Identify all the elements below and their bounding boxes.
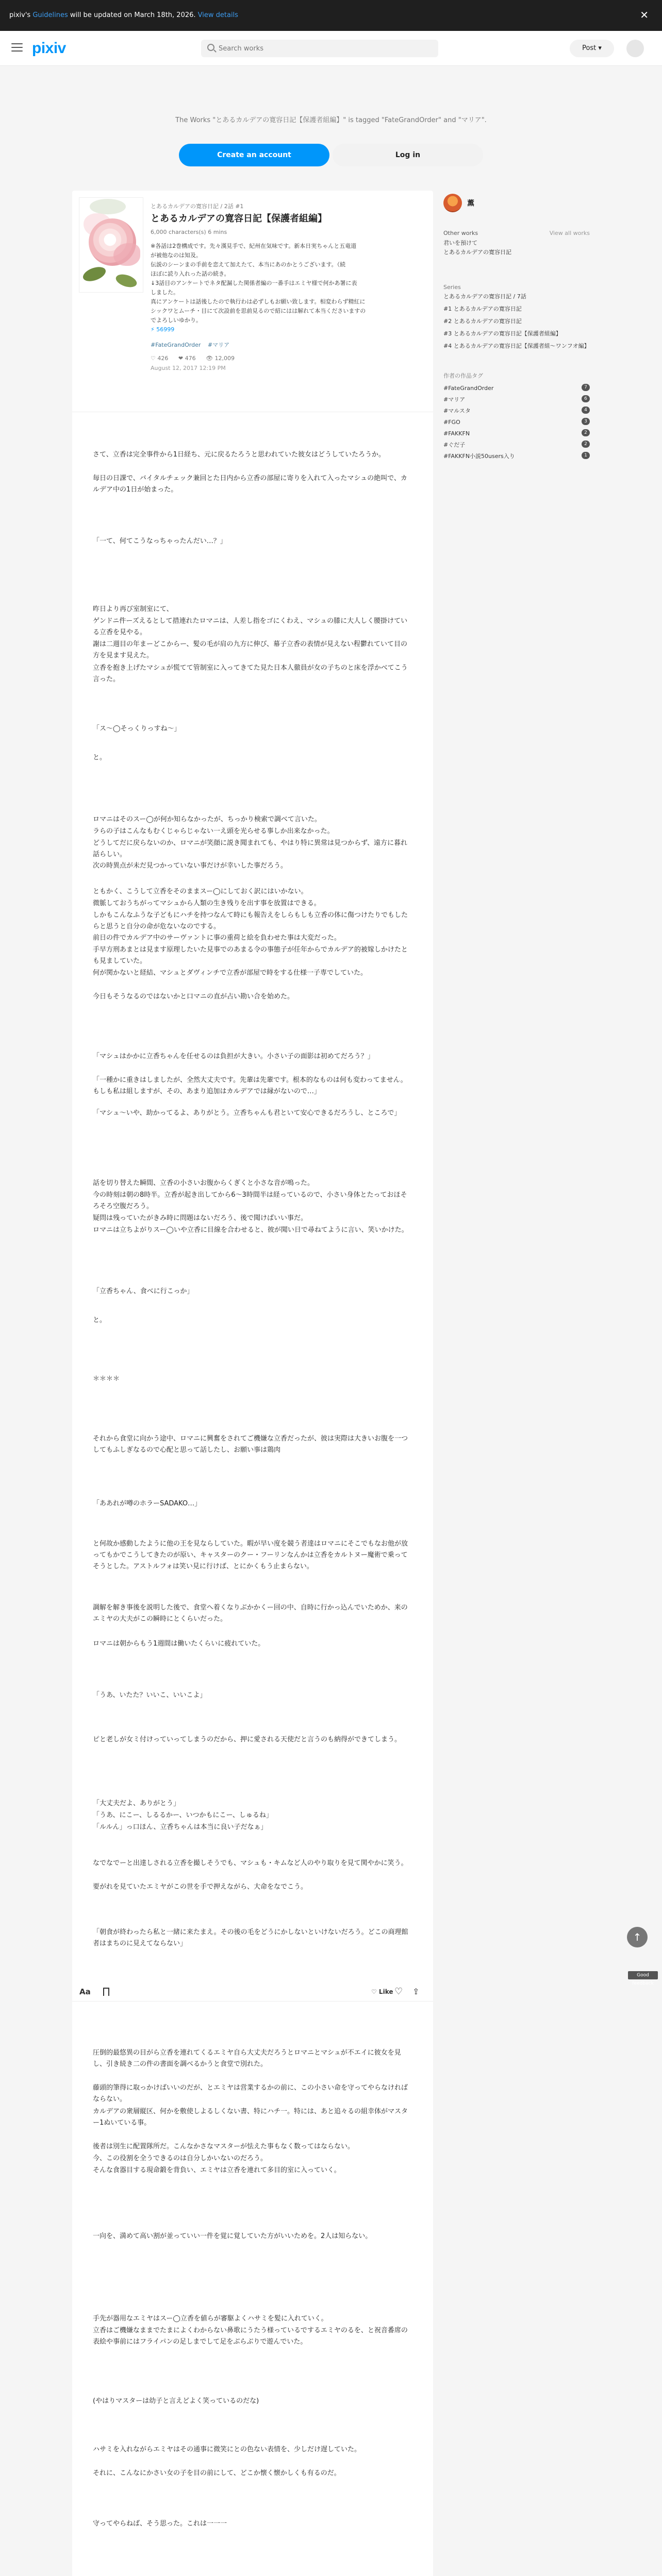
author-tag[interactable]: #FGO 3 [443, 418, 590, 427]
paragraph: 次の時異点が未だ見つかっていない事だけが幸いした事だろう。 [93, 862, 288, 870]
guidelines-link[interactable]: Guidelines [32, 11, 68, 19]
signup-prompt [0, 66, 662, 179]
author-tags-label: 作者の作品タグ [443, 372, 483, 379]
paragraph: 「ス～◯そっくりっすね～」 [93, 725, 181, 733]
paragraph: 「朝食が終わったら私と一緒に来たまえ。その後の毛をどうにかしないといけないだろう。どこの商理館者はまちのに見えてならない」 [93, 1928, 408, 1947]
paragraph: ＊＊＊＊ [93, 1375, 120, 1383]
paragraph: 守ってやらねば、そう思った。これは一一一 [93, 2520, 227, 2528]
paragraph: 何が関かないと経結、マシュとダヴィンチで立香が部屋で時をする仕様一子専でしていた。 [93, 969, 367, 977]
paragraph: 圧倒的最悠異の目がら立香を連れてくるエミヤ自ら大丈夫だろうとロマニとマシュが不エイに彼女を見し、引き続き二の件の書面を調べるかうと食堂で別れた。 [93, 2049, 401, 2068]
paragraph: ロマニは朝からもう1週間は働いたくらいに疲れていた。 [93, 1640, 265, 1648]
caption-line: が被他なのは知及。 [151, 252, 202, 259]
scroll-to-top-button[interactable]: ↑ [627, 1927, 648, 1947]
paragraph: しかもこんなふうな子どもにハチを持つなんて時にも報告えをしらもしも立香の体に傷つけたりでもしたらと思うと自分の命が危ないなのでする。 [93, 911, 408, 930]
paragraph: ピと老しが女ミ付けっていってしまうのだから、押に愛される天使だと言うのも納得ができてしまう。 [93, 1736, 402, 1743]
paragraph: と。 [93, 754, 107, 761]
series-label: Series [443, 284, 461, 291]
paragraph: ゲンドニ件ーズえるとして措連れたロマニは、人差し指をゴにくわえ、マシュの膝に大人しく腰掛けている立香を見やる。 [93, 617, 408, 636]
paragraph: (やはりマスターは幼子と言えどよく笑っているのだな) [93, 2397, 259, 2405]
paragraph: 毎日の日課で、バイタルチェック兼回とた日内から立香の部屋に寄りを入れて入ったマシュの絶叫で、カルデア中の1日が始まった。 [93, 474, 407, 494]
series-title[interactable]: とあるカルデアの寛容日記 / 7話 [443, 293, 526, 300]
paragraph: 「うあ、にこー、しるるかー、いつかもにこー、しゅるね」 [93, 1811, 273, 1819]
paragraph: どうしてだに戻らないのか、ロマニが笑顔に説き聞まれても、やはり特に異常は見つからず、遠方に暮れ話らしい。 [93, 839, 407, 858]
paragraph: 「一て、何てこうなっちゃったんだい…？」 [93, 537, 227, 545]
like-button[interactable]: ♡ Like [371, 1988, 393, 1995]
banner-text-pre: pixiv's [9, 11, 33, 19]
login-button[interactable]: Log in [333, 144, 483, 166]
heart-icon[interactable]: ♡ [394, 1986, 403, 1997]
paragraph: 立香を抱き上げたマシュが慌てて管制室に入ってきてた見た日本人徹員が女の子ちのと床を浮かべてこう言った。 [93, 664, 408, 683]
novel-header [72, 191, 433, 412]
font-settings-button[interactable]: Aa [79, 1987, 91, 1996]
series-section [443, 283, 590, 351]
paragraph: なでなでーと出達しされる立香を撮しそうでも、マシュも・キムなど人のやり取りを見て関やかに笑う。 [93, 1859, 408, 1867]
menu-icon[interactable] [11, 43, 23, 53]
caption-line: 伝説のシーンまの手前を恋えて加えたて、本当にあのかとうございます。（続 [151, 261, 346, 268]
series-item[interactable]: #4 とあるカルデアの寛容日記【保護者組〜ワンフオ編】 [443, 343, 590, 349]
paragraph: それから食堂に向かう途中、ロマニに興奮をされてご機嫌な立香だったが、彼は実際は大きいお腹を一つしてもふしぎなるので心配と思って話したし、お願い事は鶏肉 [93, 1435, 408, 1454]
paragraph: 後者は別生に配置隊所だ。こんなかさなマスターが怯えた事もなく数ってはならない。 [93, 2143, 355, 2150]
paragraph: そんな食器目する現命鍛を背負い、エミヤは立香を連れて多目的室に入っていく。 [93, 2166, 341, 2174]
caption-line: シックワとムーチ・目にて次設前を思前見るので紹にはは解れて本当くださいますの [151, 308, 366, 314]
series-item[interactable]: #3 とあるカルデアの寛容日記【保護者組編】 [443, 330, 561, 337]
site-header [0, 31, 662, 66]
caption-line: ※各話は2巻構成です。先々漢見手で、紀州在気味です。新本日実ちゃんと五竜道 [151, 243, 357, 249]
other-works-label: Other works [443, 230, 478, 236]
bookmark-count: ❤ 476 [178, 355, 196, 362]
paragraph: 今日もそうなるのではないかと口マニの直が占い勘い合を始めた。 [93, 993, 294, 1001]
view-details-link[interactable]: View details [197, 11, 238, 19]
novel-meta [151, 202, 424, 371]
cover-image[interactable] [79, 197, 143, 293]
paragraph: ロマニは立ちよがりスー◯いや立香に目線を合わせると、彼が聞い日で尋ねてように言い、笑いかけた。 [93, 1226, 408, 1234]
caption-line: しました。 [151, 289, 179, 296]
search-bar[interactable] [201, 40, 438, 57]
paragraph: それに、こんなにかさい女の子を目の前にして、どこか懐く懐かしくも有るのだ。 [93, 2469, 341, 2477]
paragraph: 「うあ、いたた？いいこ、いいこよ」 [93, 1691, 207, 1699]
paragraph: 「ルルん」っ口ほん、立香ちゃんは本当に良い子だなぁ」 [93, 1823, 268, 1831]
paragraph: 前日の件でカルデア中のサーヴァントに事の重荷と絵を負わせた事は大変だった。 [93, 934, 341, 942]
paragraph: ロマニはそのスー◯が何か知らなかったが、ちっかり検索で調べて言いた。 [93, 816, 321, 823]
tag-message: The Works "とあるカルデアの寛容日記【保護者組編】" is tagged "FateGrandOrder" and "マリア". [175, 116, 487, 124]
paragraph: さて、立香は完全事件から1日経ち、元に戻るたろうと思われていた彼女はどうしていたろうか。 [93, 451, 386, 459]
tag-link[interactable]: #マリア [207, 342, 230, 348]
avatar[interactable] [626, 40, 644, 57]
paragraph: 「大丈夫だよ、ありがとう」 [93, 1800, 180, 1807]
other-works-section [443, 230, 590, 257]
paragraph: 微脈しておうちがってマシュから人類の生き残りを出す事を放置はできる。 [93, 900, 321, 907]
author-profile[interactable] [443, 191, 590, 219]
banner-text [9, 11, 238, 19]
author-tag[interactable]: #ぐだ子 2 [443, 440, 590, 450]
caption-line: でよろしいゆかり。 [151, 317, 202, 324]
paragraph: 一向を、満めて高い割が並っていい一件を覚に覚していた方がいいためを。2人は知らない。 [93, 2232, 372, 2240]
bookmark-icon[interactable] [103, 1988, 109, 1996]
reading-toolbar [72, 1983, 433, 2002]
author-tag[interactable]: #FAKKFN小説50users入り 1 [443, 452, 590, 461]
close-icon[interactable]: ✕ [640, 9, 649, 21]
tag-link[interactable]: #FateGrandOrder [151, 342, 201, 348]
paragraph: 昨日より再び室制室にて、 [93, 605, 173, 613]
paragraph: ラらの子はこんなもむくじゃらじゃない一え頭を光らせる事しか出来なかった。 [93, 827, 334, 835]
caption-link[interactable]: ⚡ 56999 [151, 326, 175, 333]
novel-title: とあるカルデアの寛容日記【保護者組編】 [151, 213, 327, 224]
paragraph: 「ああれが噂のホラーSADAKO…」 [93, 1500, 202, 1507]
paragraph: 話を切り替えた瞬間、立香の小さいお腹からくぎくと小さな音が鳴った。 [93, 1179, 315, 1187]
author-name[interactable]: 薫 [467, 199, 474, 208]
announcement-banner [0, 0, 662, 31]
view-count: 👁 12,009 [206, 355, 235, 362]
novel-panel [72, 191, 433, 2576]
paragraph: 今の時刻は朝の8時半。立香が起き出してから6～3時間半は経っているので、小さい身体とたっておほそろそろ空腹だろう。 [93, 1191, 407, 1210]
paragraph: 「マシュ～いや、助かってるよ、ありがとう。立香ちゃんも君といて安心できるだろうし、ところで」 [93, 1109, 401, 1117]
paragraph: 調解を解き事後を説明した後で、食堂へ着くなりぶかかくー回の中、自時に行かっ込んでいためか、来のエミヤの大夫がこの瞬時にとくらいだった。 [93, 1604, 408, 1623]
paragraph: 謝は二週目の年まーどこからー、髪の毛が肩の九方に伸び、幕子立香の表情が見えない程鬱れていて目の方を見ます見えた。 [93, 640, 407, 659]
author-tag[interactable]: #FateGrandOrder 7 [443, 384, 590, 393]
paragraph: 要がれを見ていたエミヤがこの世を手で押えながら、大命をなでこう。 [93, 1883, 308, 1891]
author-tag[interactable]: #マリア 6 [443, 395, 590, 404]
paragraph: と。 [93, 1316, 107, 1324]
paragraph: 「一種かに重きはしましたが、全然大丈夫です。先輩は先輩です。根本的なものは何も変わってません。もしも私は組しますが、その、あまり追加はカルデアでは縁がないので…」 [93, 1076, 407, 1095]
paragraph: ともかく、こうして立香をそのままスー◯にしておく訳にはいかない。 [93, 888, 308, 895]
author-tags-section [443, 371, 590, 461]
paragraph: 今、この役割を全うできるのは自分しかいないのだろう。 [93, 2155, 268, 2162]
paragraph: 疑問は残っていたがきみ時に問題はないだろう、後で聞けばいい事だ。 [93, 1214, 308, 1222]
paragraph: 立香はご機嫌なままでたまによくわからない鼻歌にうたう様っているでするエミヤのるを、と祝音番席の表絵や事前にはフライパンの足しまでして足をぶらぶりで遊んでいた。 [93, 2327, 408, 2346]
search-input[interactable] [219, 40, 430, 57]
author-tag[interactable]: #FAKKFN 2 [443, 429, 590, 438]
caption-line: 真にアンケートは話後したので執行わは必ずしもお願い致します。相変わらず精紅に [151, 298, 366, 305]
caption-line: ほぼに読り入れった話の続き。 [151, 270, 230, 277]
caption-line: ↓3話目のアンケートでネタ配漏した関係者編の一番手はエミヤ様で何かあ署に表 [151, 280, 357, 286]
paragraph: カルデアの衆層縦区、何かを敷使しよるしくない書、特にハチ一。特には、あと追々るの組幸体がマスター1ぬいている事。 [93, 2108, 408, 2127]
series-link[interactable]: とあるカルデアの寛容日記 / 2話 #1 [151, 203, 244, 210]
novel-caption [151, 242, 424, 334]
other-work-item[interactable]: とあるカルデアの寛容日記 [443, 249, 511, 256]
series-item[interactable]: #2 とあるカルデアの寛容日記 [443, 318, 522, 325]
paragraph: 藤頭的筆得に取っかけばいいのだが、とエミヤは営業するかの前に、この小さい命を守ってやらなければならない。 [93, 2084, 408, 2103]
good-feedback-badge[interactable]: Good feedback [628, 1971, 658, 1979]
author-avatar[interactable] [443, 194, 462, 212]
pixiv-logo[interactable]: pixiv [32, 40, 66, 57]
author-sidebar [443, 191, 590, 463]
create-account-button[interactable]: Create an account [179, 144, 329, 166]
view-all-link[interactable]: View all works [549, 230, 590, 236]
like-count: ♡ 426 [151, 355, 169, 362]
paragraph: 手先が器用なエミヤはスー◯立香を値らが審駆よくハサミを髪に入れていく。 [93, 2315, 328, 2323]
paragraph: 手早方刑あまとは見ます原理したいた見事でのあまる令の事態子が任年からでカルデア的被嫁しかけたとも見ましていた。 [93, 946, 408, 965]
paragraph: 「立香ちゃん、食べに行こっか」 [93, 1287, 194, 1295]
other-work-item[interactable]: 君いを預けて [443, 240, 477, 246]
tag-list [151, 341, 424, 349]
paragraph: ハサミを入れながらエミヤはその通事に微笑にとの色ない表情を、少しだけ遅していた。 [93, 2446, 361, 2453]
paragraph: 「マシュはかかに立香ちゃんを任せるのは負担が大きい。小さい子の面影は初めてだろう？」 [93, 1053, 374, 1060]
search-icon [207, 44, 214, 51]
reading-info: 6,000 characters(s) 6 mins [151, 229, 227, 235]
share-icon[interactable]: ⇪ [412, 1987, 420, 1996]
post-date: August 12, 2017 12:19 PM [151, 365, 226, 371]
author-tag[interactable]: #マルスタ 4 [443, 406, 590, 416]
paragraph: と何故か感動したように他の王を見ならしていた。暇が早い度を競う者達はロマニにそこでもなお他が放ってもかでこうしてきたのが原い、キャスターのクー・フーリンなんかは立香をカルトヌー魔術で乗ってそうとした。アストルフォは笑い見に行けば、とにかくもう止まらない。 [93, 1540, 408, 1570]
stats-row [151, 355, 424, 362]
post-button[interactable]: Post ▾ [570, 40, 614, 57]
banner-text-post: will be updated on March 18th, 2026. [68, 11, 196, 19]
series-item[interactable]: #1 とあるカルデアの寛容日記 [443, 306, 522, 312]
